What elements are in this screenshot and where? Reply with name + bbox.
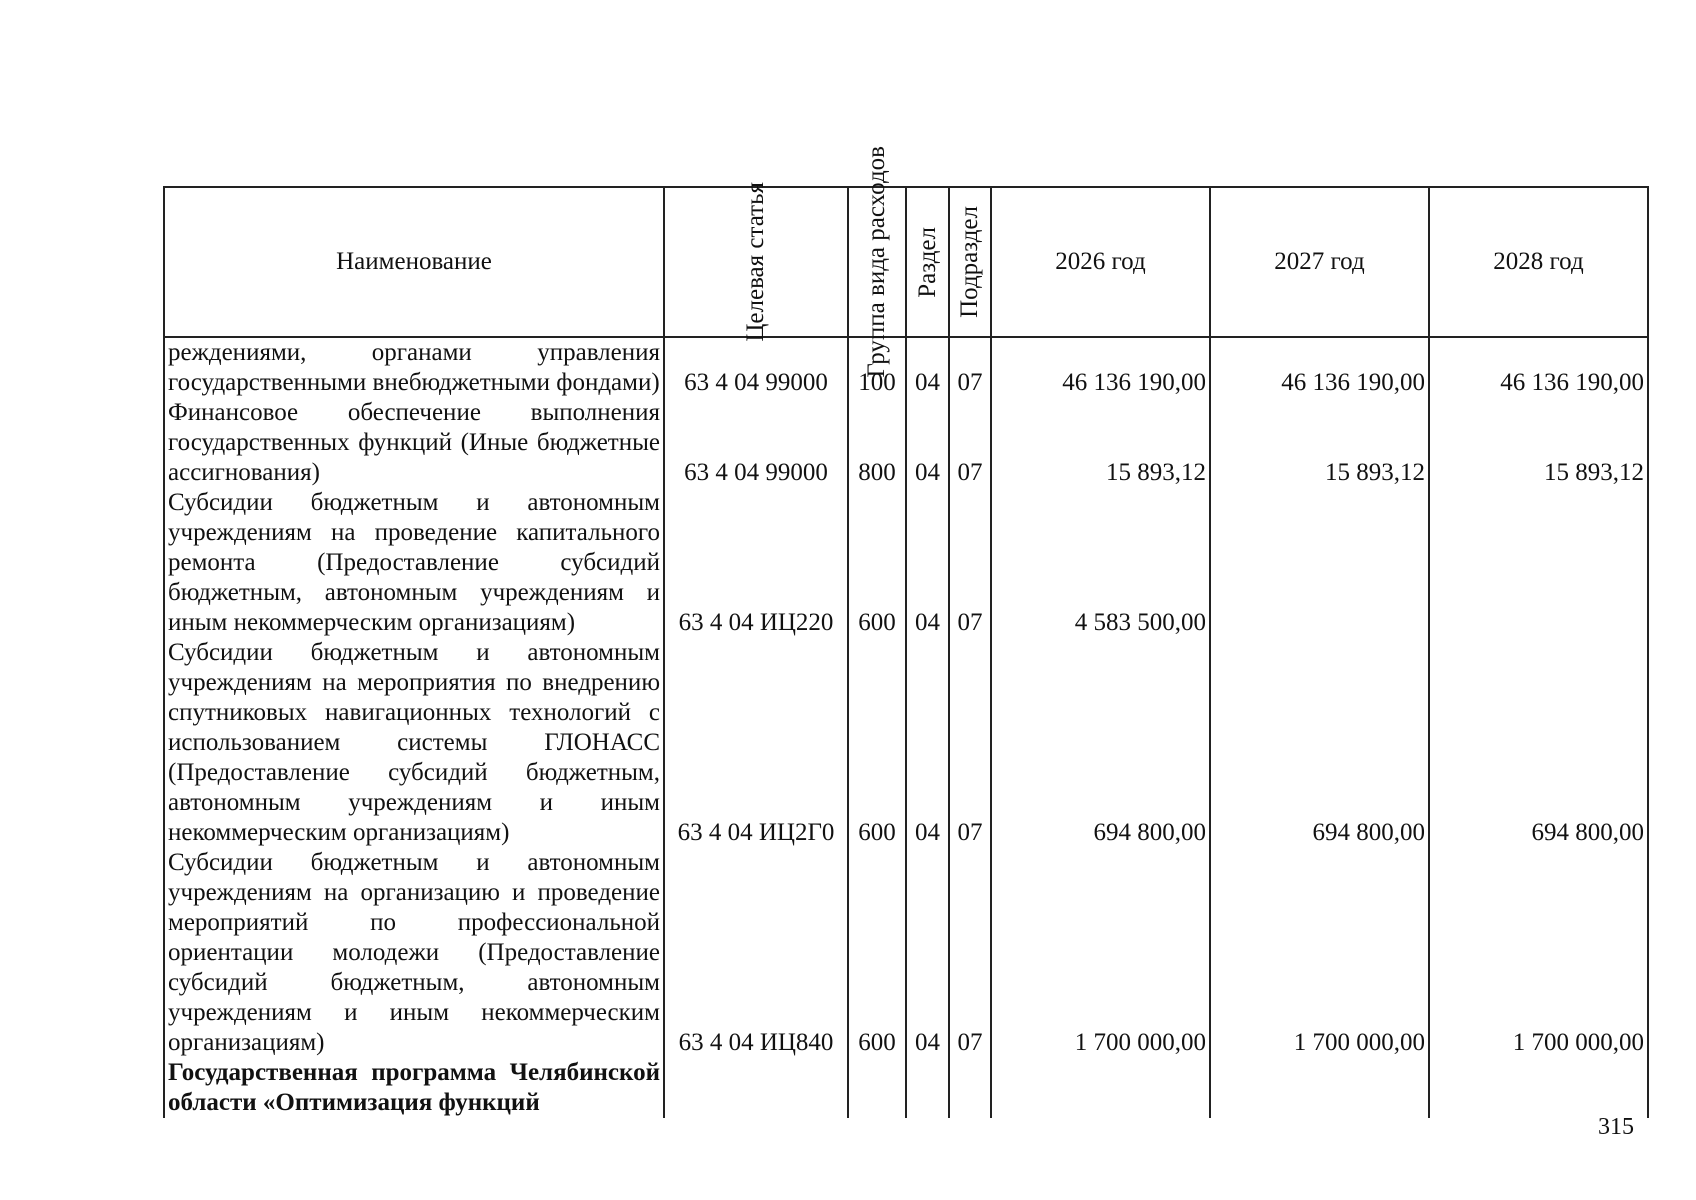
row-amount-2027 bbox=[1210, 488, 1429, 638]
row-amount-2026: 1 700 000,00 bbox=[991, 848, 1210, 1058]
row-expense-group: 100 bbox=[848, 337, 906, 398]
row-subsection: 07 bbox=[949, 638, 991, 848]
table-row bbox=[164, 1058, 1648, 1118]
row-subsection: 07 bbox=[949, 398, 991, 488]
row-target-article: 63 4 04 ИЦ220 bbox=[664, 488, 848, 638]
row-amount-2026: 46 136 190,00 bbox=[991, 337, 1210, 398]
row-amount-2026: 694 800,00 bbox=[991, 638, 1210, 848]
row-amount-2027: 46 136 190,00 bbox=[1210, 337, 1429, 398]
row-target-article: 63 4 04 ИЦ2Г0 bbox=[664, 638, 848, 848]
row-section bbox=[906, 1058, 949, 1118]
row-name: Финансовое обеспечение выполнения государственных функций (Иные бюджетные ассигнования) bbox=[164, 398, 664, 488]
header-year-2026: 2026 год bbox=[991, 187, 1210, 337]
row-target-article bbox=[664, 1058, 848, 1118]
row-name: Субсидии бюджетным и автономным учреждениям на мероприятия по внедрению спутниковых навигационных технологий с использованием системы ГЛОНАСС (Предоставление субсидий бюджетным, автономным учреждениям и иным некоммерческим организациям) bbox=[164, 638, 664, 848]
header-target-article: Целевая статья bbox=[664, 187, 848, 337]
row-section: 04 bbox=[906, 638, 949, 848]
row-name-program-heading: Государственная программа Челябинской области «Оптимизация функций bbox=[164, 1058, 664, 1118]
row-expense-group: 600 bbox=[848, 848, 906, 1058]
row-section: 04 bbox=[906, 398, 949, 488]
row-subsection: 07 bbox=[949, 848, 991, 1058]
row-name: Субсидии бюджетным и автономным учреждениям на организацию и проведение мероприятий по профессиональной ориентации молодежи (Предоставление субсидий бюджетным, автономным учреждениям и иным некоммерческим организациям) bbox=[164, 848, 664, 1058]
row-name: Субсидии бюджетным и автономным учреждениям на проведение капитального ремонта (Предоставление субсидий бюджетным, автономным учреждениям и иным некоммерческим организациям) bbox=[164, 488, 664, 638]
header-year-2028: 2028 год bbox=[1429, 187, 1648, 337]
table-row bbox=[164, 488, 1648, 638]
row-expense-group: 600 bbox=[848, 638, 906, 848]
row-amount-2027: 15 893,12 bbox=[1210, 398, 1429, 488]
table-row bbox=[164, 848, 1648, 1058]
row-amount-2026 bbox=[991, 1058, 1210, 1118]
row-amount-2028 bbox=[1429, 488, 1648, 638]
header-expense-group: Группа вида расходов bbox=[848, 187, 906, 337]
row-amount-2027: 1 700 000,00 bbox=[1210, 848, 1429, 1058]
row-target-article: 63 4 04 99000 bbox=[664, 337, 848, 398]
table-row bbox=[164, 337, 1648, 398]
header-year-2027: 2027 год bbox=[1210, 187, 1429, 337]
header-subsection: Подраздел bbox=[949, 187, 991, 337]
row-amount-2028: 46 136 190,00 bbox=[1429, 337, 1648, 398]
header-name: Наименование bbox=[164, 187, 664, 337]
row-expense-group bbox=[848, 1058, 906, 1118]
row-amount-2026: 15 893,12 bbox=[991, 398, 1210, 488]
table-row bbox=[164, 638, 1648, 848]
row-amount-2028 bbox=[1429, 1058, 1648, 1118]
row-amount-2027: 694 800,00 bbox=[1210, 638, 1429, 848]
row-subsection: 07 bbox=[949, 337, 991, 398]
row-section: 04 bbox=[906, 488, 949, 638]
row-amount-2026: 4 583 500,00 bbox=[991, 488, 1210, 638]
row-section: 04 bbox=[906, 848, 949, 1058]
table-row bbox=[164, 398, 1648, 488]
page-number: 315 bbox=[1598, 1114, 1634, 1140]
row-subsection bbox=[949, 1058, 991, 1118]
row-expense-group: 800 bbox=[848, 398, 906, 488]
row-target-article: 63 4 04 ИЦ840 bbox=[664, 848, 848, 1058]
budget-table bbox=[163, 146, 1649, 1118]
row-subsection: 07 bbox=[949, 488, 991, 638]
row-section: 04 bbox=[906, 337, 949, 398]
row-target-article: 63 4 04 99000 bbox=[664, 398, 848, 488]
row-amount-2028: 694 800,00 bbox=[1429, 638, 1648, 848]
row-amount-2027 bbox=[1210, 1058, 1429, 1118]
row-amount-2028: 1 700 000,00 bbox=[1429, 848, 1648, 1058]
table-header-row bbox=[164, 187, 1648, 337]
row-name: реждениями, органами управления государственными внебюджетными фондами) bbox=[164, 337, 664, 398]
row-amount-2028: 15 893,12 bbox=[1429, 398, 1648, 488]
row-expense-group: 600 bbox=[848, 488, 906, 638]
header-section: Раздел bbox=[906, 187, 949, 337]
